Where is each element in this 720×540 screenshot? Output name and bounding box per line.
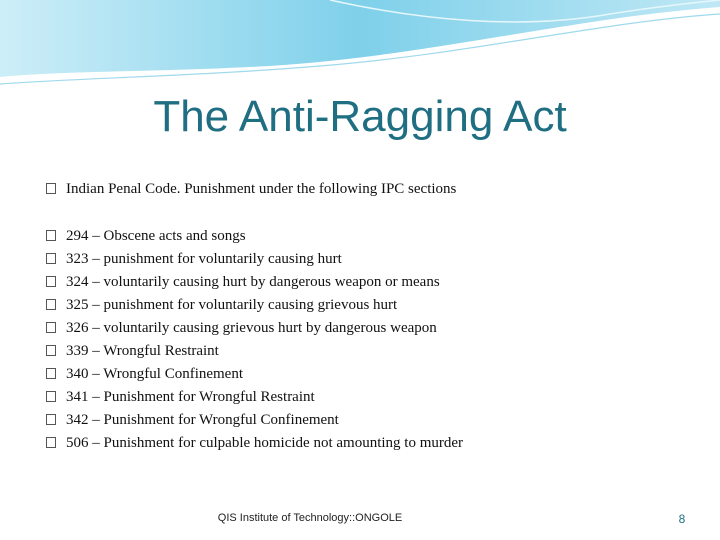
list-item-text: 340 – Wrongful Confinement bbox=[66, 366, 244, 382]
bullet-box-icon bbox=[46, 414, 56, 425]
bullet-box-icon bbox=[46, 276, 56, 287]
list-item bbox=[46, 294, 463, 317]
list-item-text: 325 – punishment for voluntarily causing grievous hurt bbox=[66, 297, 398, 313]
slide-title: The Anti-Ragging Act bbox=[153, 92, 567, 141]
bullet-box-icon bbox=[46, 368, 56, 379]
header-wave-decoration bbox=[0, 0, 720, 90]
list-item bbox=[46, 432, 463, 455]
list-item-text: 506 – Punishment for culpable homicide not amounting to murder bbox=[66, 435, 464, 451]
list-item-text: 294 – Obscene acts and songs bbox=[66, 228, 246, 244]
ipc-section-list bbox=[46, 225, 463, 455]
footer-institute: QIS Institute of Technology::ONGOLE bbox=[217, 512, 403, 524]
list-item-text: 326 – voluntarily causing grievous hurt by dangerous weapon bbox=[66, 320, 437, 336]
page-number: 8 bbox=[678, 512, 686, 526]
list-item bbox=[46, 248, 463, 271]
bullet-box-icon bbox=[46, 345, 56, 356]
bullet-box-icon bbox=[46, 230, 56, 241]
list-item bbox=[46, 386, 463, 409]
bullet-box-icon bbox=[46, 299, 56, 310]
bullet-box-icon bbox=[46, 437, 56, 448]
list-item bbox=[46, 363, 463, 386]
intro-text: Indian Penal Code. Punishment under the following IPC sections bbox=[66, 181, 457, 197]
intro-item bbox=[46, 179, 456, 199]
list-item bbox=[46, 225, 463, 248]
bullet-box-icon bbox=[46, 322, 56, 333]
bullet-box-icon bbox=[46, 391, 56, 402]
list-item bbox=[46, 271, 463, 294]
list-item-text: 341 – Punishment for Wrongful Restraint bbox=[66, 389, 315, 405]
list-item-text: 323 – punishment for voluntarily causing hurt bbox=[66, 251, 342, 267]
bullet-box-icon bbox=[46, 183, 56, 194]
list-item-text: 342 – Punishment for Wrongful Confinement bbox=[66, 412, 339, 428]
list-item bbox=[46, 317, 463, 340]
list-item-text: 339 – Wrongful Restraint bbox=[66, 343, 219, 359]
bullet-box-icon bbox=[46, 253, 56, 264]
list-item bbox=[46, 409, 463, 432]
list-item-text: 324 – voluntarily causing hurt by dangerous weapon or means bbox=[66, 274, 440, 290]
list-item bbox=[46, 340, 463, 363]
